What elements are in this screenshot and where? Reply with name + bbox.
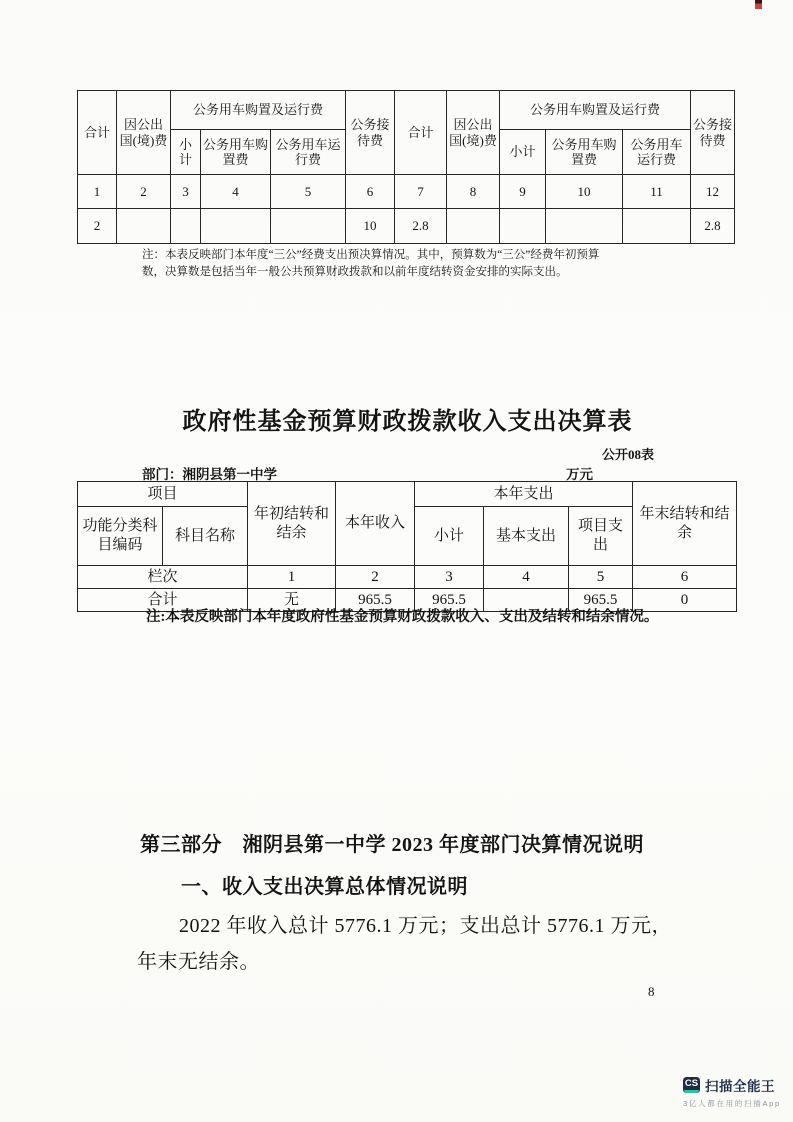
t2-end-balance-header: 年末结转和结余 [633, 482, 737, 566]
t2-rank-num: 3 [415, 566, 484, 589]
t2-total-label: 合计 [78, 589, 248, 612]
t2-rank-num: 4 [484, 566, 569, 589]
t2-total-cell: 965.5 [569, 589, 633, 612]
t1-budget-total-header: 合计 [78, 91, 117, 175]
t1-col-num: 11 [623, 175, 691, 209]
table2-title: 政府性基金预算财政拨款收入支出决算表 [182, 409, 633, 435]
t2-subject-name-header: 科目名称 [163, 507, 248, 566]
t1-col-num: 2 [117, 175, 171, 209]
table1-note [142, 247, 599, 281]
section3-paragraph-line1: 2022 年收入总计 5776.1 万元；支出总计 5776.1 万元， [179, 915, 672, 937]
t1-data-cell [201, 209, 271, 244]
t2-rank-label: 栏次 [78, 566, 248, 589]
t1-data-cell [271, 209, 346, 244]
column-number-row [78, 175, 735, 209]
t1-col-num: 9 [500, 175, 546, 209]
data-row [78, 209, 735, 244]
t1-budget-vehicle-subtotal-header: 小计 [171, 130, 201, 175]
t1-data-cell [623, 209, 691, 244]
scan-edge-artifact [755, 0, 762, 9]
t1-final-vehicle-operation-header: 公务用车运行费 [623, 130, 691, 175]
t1-data-cell [171, 209, 201, 244]
t1-col-num: 5 [271, 175, 346, 209]
t1-data-cell: 2 [78, 209, 117, 244]
t1-final-vehicle-group-header: 公务用车购置及运行费 [500, 91, 691, 130]
t1-data-cell [546, 209, 623, 244]
t2-project-header: 项目 [78, 482, 248, 507]
t2-rank-num: 1 [248, 566, 336, 589]
page-number: 8 [648, 984, 655, 999]
section3-subheading: 一、收入支出决算总体情况说明 [181, 876, 468, 898]
gov-fund-budget-table [77, 481, 737, 612]
t1-col-num: 1 [78, 175, 117, 209]
section3-heading: 第三部分 湘阴县第一中学 2023 年度部门决算情况说明 [140, 834, 644, 856]
watermark-brand-text: 扫描全能王 [705, 1079, 775, 1094]
t1-final-reception-header: 公务接待费 [691, 91, 735, 175]
three-public-expense-table [77, 90, 735, 244]
t1-data-cell [117, 209, 171, 244]
form-code-label: 公开08表 [602, 447, 655, 462]
column-number-row [78, 566, 737, 589]
table1-note-line1: 注：本表反映部门本年度“三公”经费支出预决算情况。其中，预算数为“三公”经费年初预算 [142, 249, 600, 261]
t2-subtotal-header: 小计 [415, 507, 484, 566]
t1-col-num: 8 [447, 175, 500, 209]
t1-budget-reception-header: 公务接待费 [346, 91, 395, 175]
t1-budget-vehicle-group-header: 公务用车购置及运行费 [171, 91, 346, 130]
t2-rank-num: 6 [633, 566, 737, 589]
table-row [78, 482, 737, 507]
t1-data-cell [447, 209, 500, 244]
t1-data-cell [500, 209, 546, 244]
table1-note-line2: 数，决算数是包括当年一般公共预算财政拨款和以前年度结转资金安排的实际支出。 [142, 266, 568, 278]
t2-year-income-header: 本年收入 [336, 482, 415, 566]
t1-col-num: 6 [346, 175, 395, 209]
t1-final-abroad-header: 因公出国(境)费 [447, 91, 500, 175]
t1-final-vehicle-purchase-header: 公务用车购置费 [546, 130, 623, 175]
t2-total-cell: 无 [248, 589, 336, 612]
t2-year-expense-header: 本年支出 [415, 482, 633, 507]
t2-begin-balance-header: 年初结转和结余 [248, 482, 336, 566]
t1-col-num: 4 [201, 175, 271, 209]
scanner-app-watermark [683, 1075, 781, 1109]
t2-total-cell: 965.5 [415, 589, 484, 612]
t1-data-cell: 2.8 [691, 209, 735, 244]
t1-data-cell: 2.8 [395, 209, 447, 244]
section3-paragraph-line2: 年末无结余。 [137, 951, 260, 973]
t2-rank-num: 5 [569, 566, 633, 589]
t1-budget-abroad-header: 因公出国(境)费 [117, 91, 171, 175]
t2-project-expense-header: 项目支出 [569, 507, 633, 566]
table2-note: 注:本表反映部门本年度政府性基金预算财政拨款收入、支出及结转和结余情况。 [146, 609, 659, 625]
t2-total-cell: 0 [633, 589, 737, 612]
t1-col-num: 7 [395, 175, 447, 209]
t2-func-code-header: 功能分类科目编码 [78, 507, 163, 566]
t1-budget-vehicle-purchase-header: 公务用车购置费 [201, 130, 271, 175]
cs-logo-icon: CS [683, 1077, 700, 1093]
t1-final-vehicle-subtotal-header: 小计 [500, 130, 546, 175]
table-row [78, 91, 735, 130]
t1-data-cell: 10 [346, 209, 395, 244]
unit-label: 万元 [566, 467, 593, 482]
department-label: 部门：湘阴县第一中学 [142, 467, 277, 482]
t1-col-num: 12 [691, 175, 735, 209]
t1-budget-vehicle-operation-header: 公务用车运行费 [271, 130, 346, 175]
t1-col-num: 3 [171, 175, 201, 209]
t2-rank-num: 2 [336, 566, 415, 589]
t1-final-total-header: 合计 [395, 91, 447, 175]
t2-basic-expense-header: 基本支出 [484, 507, 569, 566]
watermark-tagline: 3亿人都在用的扫描App [683, 1099, 781, 1108]
t2-total-cell: 965.5 [336, 589, 415, 612]
t1-col-num: 10 [546, 175, 623, 209]
